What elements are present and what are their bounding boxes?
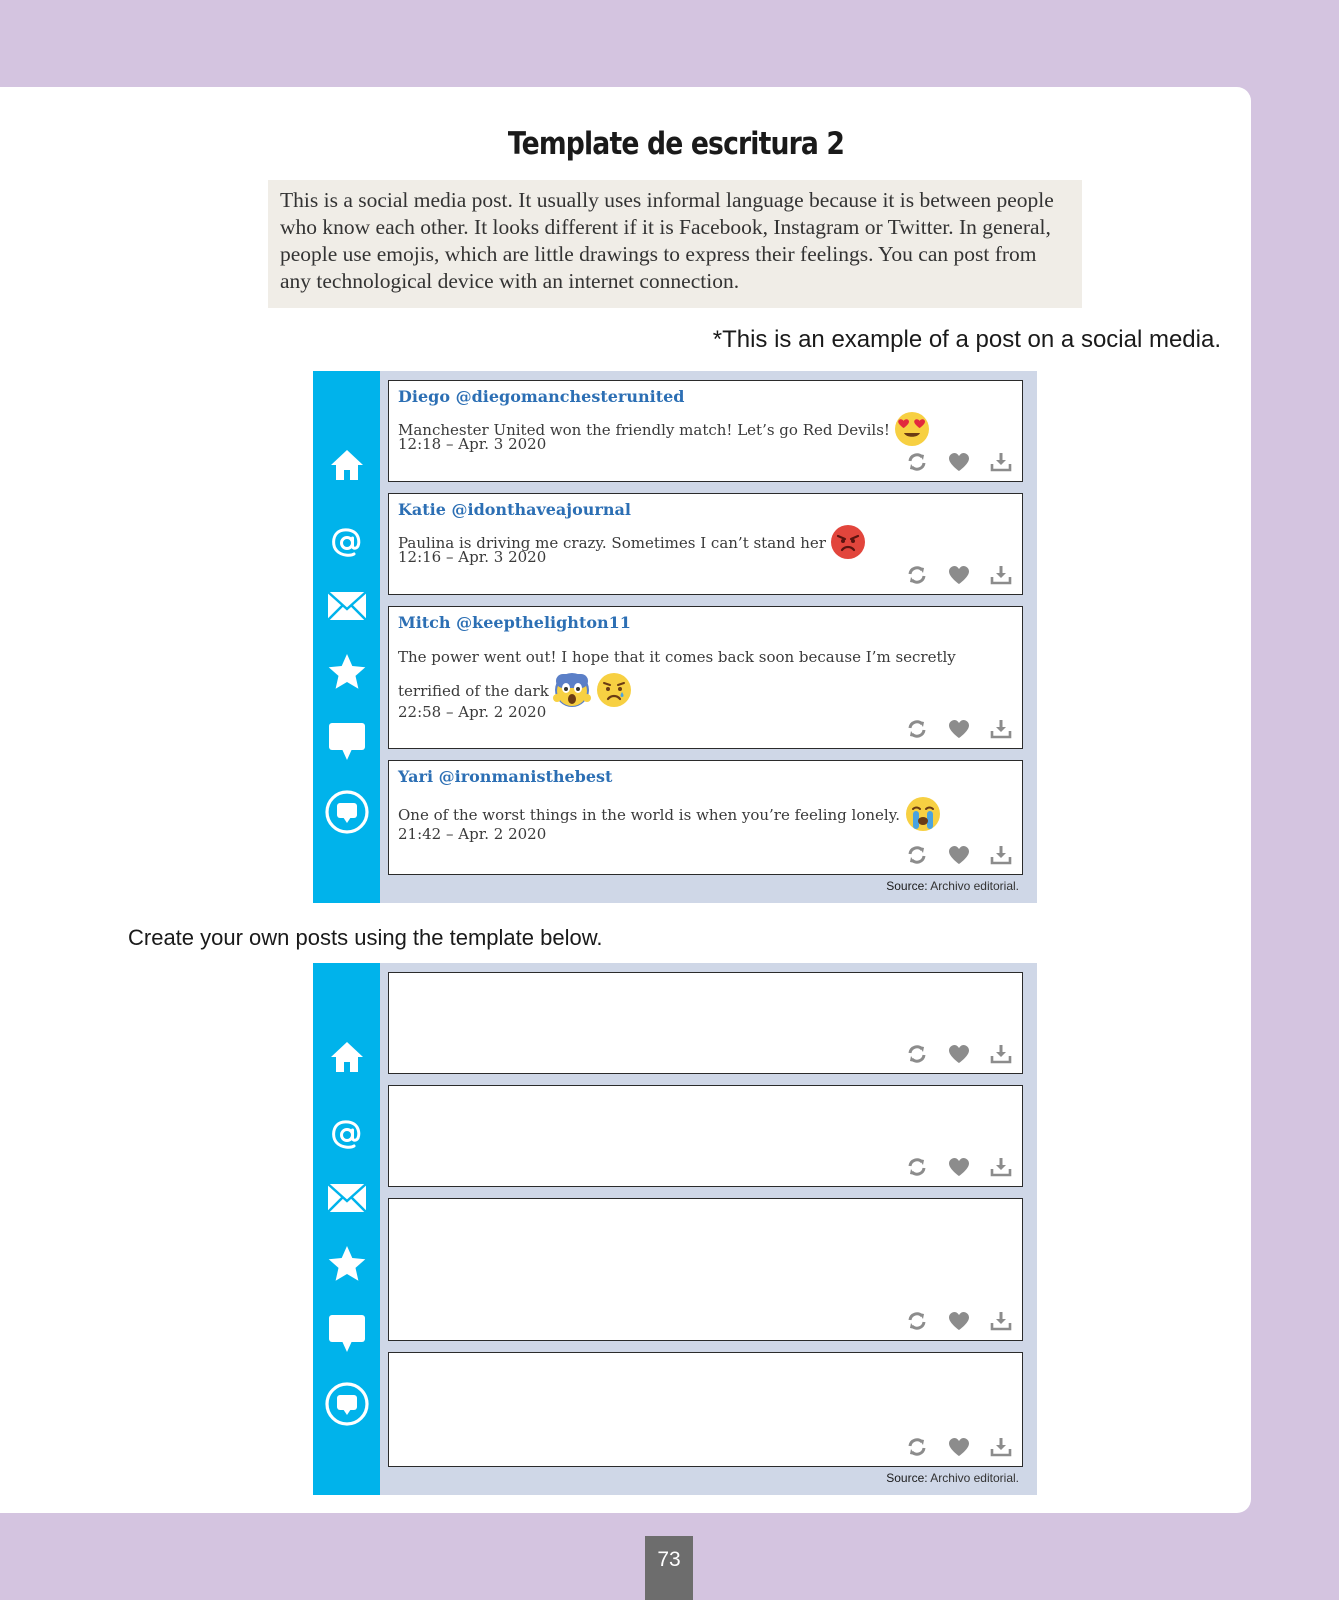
- retweet-icon[interactable]: [905, 844, 929, 866]
- download-icon[interactable]: [989, 1156, 1013, 1178]
- heart-eyes-emoji: [894, 411, 930, 451]
- post-actions: [905, 844, 1013, 866]
- download-icon[interactable]: [989, 564, 1013, 586]
- crying-emoji: [904, 795, 942, 837]
- retweet-icon[interactable]: [905, 1310, 929, 1332]
- post-text: The power went out! I hope that it comes back soon because I’m secretly: [398, 648, 956, 666]
- retweet-icon[interactable]: [905, 451, 929, 473]
- speech-bubble-icon[interactable]: [313, 718, 380, 766]
- post-time: 12:16 – Apr. 3 2020: [398, 548, 547, 566]
- heart-icon[interactable]: [947, 1436, 971, 1458]
- download-icon[interactable]: [989, 844, 1013, 866]
- create-note: Create your own posts using the template below.: [128, 925, 603, 950]
- post-actions: [905, 564, 1013, 586]
- retweet-icon[interactable]: [905, 1156, 929, 1178]
- heart-icon[interactable]: [947, 844, 971, 866]
- heart-icon[interactable]: [947, 1310, 971, 1332]
- post-time: 12:18 – Apr. 3 2020: [398, 435, 547, 453]
- post-card: [388, 760, 1023, 875]
- post-card: [388, 380, 1023, 482]
- download-icon[interactable]: [989, 451, 1013, 473]
- download-icon[interactable]: [989, 718, 1013, 740]
- post-actions: [905, 451, 1013, 473]
- source-text: Archivo editorial.: [930, 1471, 1019, 1485]
- page-number: 73: [645, 1536, 693, 1600]
- source-label: Source:: [886, 1471, 928, 1485]
- blank-template-feed: [313, 963, 1037, 1495]
- example-note: *This is an example of a post on a social media.: [712, 326, 1221, 353]
- home-icon[interactable]: [313, 1033, 380, 1081]
- blank-post-card[interactable]: [388, 1198, 1023, 1341]
- screaming-emoji: [553, 671, 591, 713]
- chat-circle-icon[interactable]: [313, 1380, 380, 1428]
- feed-sidebar: [313, 963, 380, 1495]
- blank-post-card[interactable]: [388, 972, 1023, 1074]
- post-text-content: Paulina is driving me crazy. Sometimes I can’t stand her: [398, 534, 826, 552]
- at-sign-icon[interactable]: [313, 519, 380, 567]
- source-text: Archivo editorial.: [930, 879, 1019, 893]
- blank-post-card[interactable]: [388, 1352, 1023, 1467]
- star-icon[interactable]: [313, 1240, 380, 1288]
- post-actions: [905, 1310, 1013, 1332]
- post-card: [388, 606, 1023, 749]
- example-feed: [313, 371, 1037, 903]
- at-sign-icon[interactable]: [313, 1111, 380, 1159]
- retweet-icon[interactable]: [905, 564, 929, 586]
- post-header[interactable]: Yari @ironmanisthebest: [398, 767, 613, 786]
- heart-icon[interactable]: [947, 1156, 971, 1178]
- post-header[interactable]: Katie @idonthaveajournal: [398, 500, 631, 519]
- post-actions: [905, 1436, 1013, 1458]
- post-text-content: terrified of the dark: [398, 682, 549, 700]
- post-time: 22:58 – Apr. 2 2020: [398, 703, 547, 721]
- sad-tear-emoji: [595, 671, 633, 713]
- post-text-content: Manchester United won the friendly match! Let’s go Red Devils!: [398, 421, 890, 439]
- retweet-icon[interactable]: [905, 1436, 929, 1458]
- mail-icon[interactable]: [313, 582, 380, 630]
- post-header[interactable]: Diego @diegomanchesterunited: [398, 387, 685, 406]
- home-icon[interactable]: [313, 441, 380, 489]
- heart-icon[interactable]: [947, 718, 971, 740]
- post-time: 21:42 – Apr. 2 2020: [398, 825, 547, 843]
- blank-post-card[interactable]: [388, 1085, 1023, 1187]
- star-icon[interactable]: [313, 648, 380, 696]
- download-icon[interactable]: [989, 1043, 1013, 1065]
- mail-icon[interactable]: [313, 1174, 380, 1222]
- source-note: [886, 879, 1019, 893]
- post-actions: [905, 718, 1013, 740]
- chat-circle-icon[interactable]: [313, 788, 380, 836]
- page-title: Template de escritura 2: [507, 126, 845, 162]
- post-text-content: One of the worst things in the world is when you’re feeling lonely.: [398, 806, 900, 824]
- source-note: [886, 1471, 1019, 1485]
- heart-icon[interactable]: [947, 451, 971, 473]
- feed-sidebar: [313, 371, 380, 903]
- post-actions: [905, 1156, 1013, 1178]
- speech-bubble-icon[interactable]: [313, 1310, 380, 1358]
- angry-emoji: [830, 524, 866, 564]
- retweet-icon[interactable]: [905, 718, 929, 740]
- download-icon[interactable]: [989, 1310, 1013, 1332]
- download-icon[interactable]: [989, 1436, 1013, 1458]
- intro-box: This is a social media post. It usually uses informal language because it is between people who know each other. It looks different if it is Facebook, Instagram or Twitter. In general, people use emojis, which are little drawings to express their feelings. You can post from any technological device with an internet connection.: [268, 180, 1082, 308]
- post-actions: [905, 1043, 1013, 1065]
- retweet-icon[interactable]: [905, 1043, 929, 1065]
- heart-icon[interactable]: [947, 564, 971, 586]
- source-label: Source:: [886, 879, 928, 893]
- post-header[interactable]: Mitch @keepthelighton11: [398, 613, 631, 632]
- heart-icon[interactable]: [947, 1043, 971, 1065]
- post-card: [388, 493, 1023, 595]
